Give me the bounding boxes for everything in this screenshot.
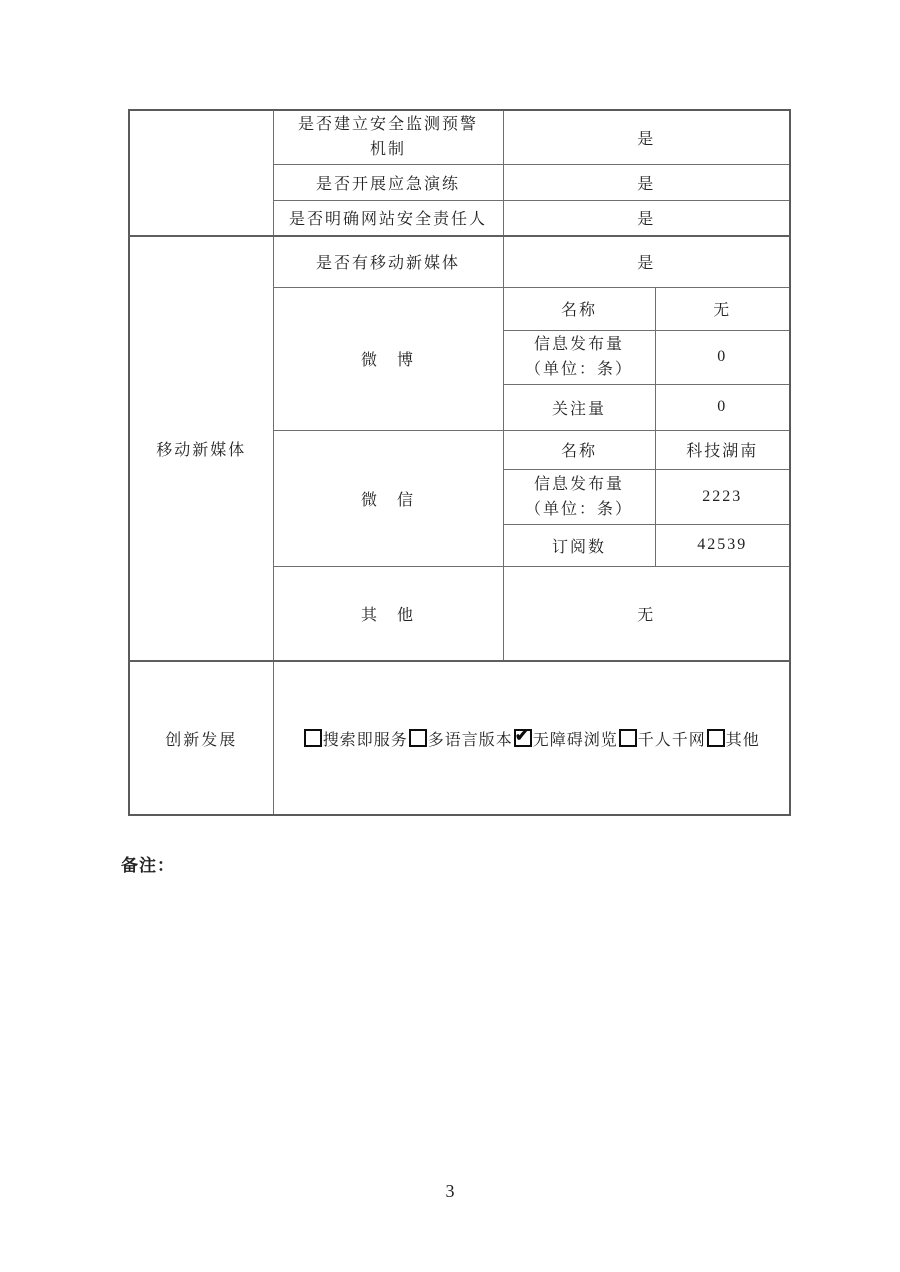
row-label-line1: 信息发布量 — [533, 475, 624, 493]
innovation-option-label: 千人千网 — [637, 731, 706, 749]
innovation-option-label: 无障碍浏览 — [532, 731, 618, 749]
innovation-option-label: 多语言版本 — [427, 731, 513, 749]
group-cell-other: 其 他 — [273, 566, 503, 661]
row-value: 0 — [655, 384, 790, 430]
row-label-line1: 信息发布量 — [533, 336, 624, 353]
table-row — [129, 110, 790, 164]
section-cell-mobile-media: 移动新媒体 — [129, 236, 273, 661]
checkbox-search-as-service-icon[interactable] — [304, 729, 322, 747]
innovation-option — [706, 732, 760, 749]
row-value: 是 — [503, 110, 790, 164]
section-cell-innovation: 创新发展 — [129, 661, 273, 815]
row-label-weibo-name: 名称 — [503, 287, 655, 330]
annual-report-table — [128, 109, 791, 816]
group-cell-weibo: 微 博 — [273, 287, 503, 430]
row-label-line2: （单位：条） — [524, 500, 633, 518]
checkbox-other-icon[interactable] — [707, 729, 725, 747]
innovation-option-label: 其他 — [725, 731, 760, 749]
checkbox-accessibility-icon[interactable] — [514, 729, 532, 747]
row-value: 是 — [503, 236, 790, 287]
row-value: 无 — [503, 566, 790, 661]
row-label-line1: 是否建立安全监测预警 — [297, 116, 478, 134]
row-label-weibo-posts — [503, 330, 655, 384]
row-label-wechat-posts — [503, 469, 655, 524]
row-value: 2223 — [655, 469, 790, 524]
row-value: 是 — [503, 200, 790, 236]
row-value: 是 — [503, 164, 790, 200]
row-label-wechat-subscribers: 订阅数 — [503, 524, 655, 566]
notes-label: 备注： — [121, 856, 175, 875]
innovation-option — [303, 732, 408, 749]
row-label-emergency-drill: 是否开展应急演练 — [273, 164, 503, 200]
row-label-has-mobile-media: 是否有移动新媒体 — [273, 236, 503, 287]
row-value: 无 — [655, 287, 790, 330]
row-label-line2: 机制 — [369, 141, 406, 159]
row-label-security-monitor — [273, 110, 503, 164]
innovation-option — [513, 732, 618, 749]
row-label-security-responsible: 是否明确网站安全责任人 — [273, 200, 503, 236]
checkbox-multilingual-icon[interactable] — [409, 729, 427, 747]
checkbox-qianren-qianwang-icon[interactable] — [619, 729, 637, 747]
table-row — [129, 236, 790, 287]
row-value: 科技湖南 — [655, 430, 790, 469]
innovation-option — [618, 732, 706, 749]
page-number: 3 — [445, 1181, 455, 1201]
innovation-options-cell — [273, 661, 790, 815]
row-value: 42539 — [655, 524, 790, 566]
table-row — [129, 661, 790, 815]
row-value: 0 — [655, 330, 790, 384]
row-label-line2: （单位：条） — [524, 361, 633, 378]
innovation-option — [408, 732, 513, 749]
innovation-option-label: 搜索即服务 — [322, 731, 408, 749]
row-label-weibo-followers: 关注量 — [503, 384, 655, 430]
row-label-wechat-name: 名称 — [503, 430, 655, 469]
group-cell-wechat: 微 信 — [273, 430, 503, 566]
section-cell-empty — [129, 110, 273, 236]
